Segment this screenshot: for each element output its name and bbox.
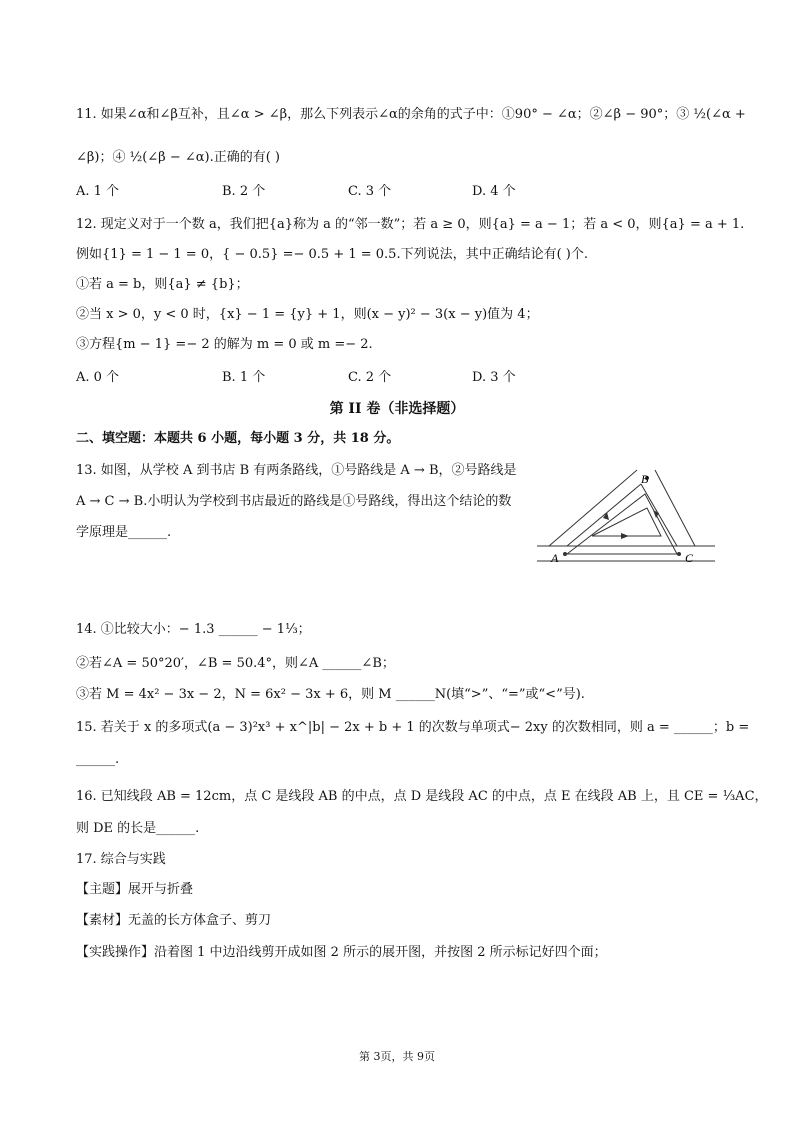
- q15-line-1: 15. 若关于 x 的多项式(a − 3)²x³ + x^|b| − 2x + b + 1 的次数与单项式− 2xy 的次数相同，则 a = ______；b =: [76, 720, 750, 735]
- q16-line-2: 则 DE 的长是______.: [76, 821, 200, 836]
- q14-line-3: ③若 M = 4x² − 3x − 2，N = 6x² − 3x + 6，则 M ______N(填“>”、“=”或“<”号).: [76, 687, 585, 702]
- q12-option-b: B. 1 个: [222, 370, 266, 385]
- q11-option-a: A. 1 个: [76, 184, 120, 199]
- q12-line-1: 12. 现定义对于一个数 a，我们把{a}称为 a 的“邻一数”；若 a ≥ 0，则{a} = a − 1；若 a < 0，则{a} = a + 1.: [76, 217, 745, 232]
- figure-label-b: B: [641, 472, 649, 486]
- q12-option-a: A. 0 个: [76, 370, 120, 385]
- q13-route-figure: [537, 466, 715, 574]
- section-title: 第 II 卷（非选择题）: [329, 401, 465, 417]
- q12-option-d: D. 3 个: [472, 370, 516, 385]
- q12-item-2: ②当 x > 0，y < 0 时，{x} − 1 = {y} + 1，则(x − y)² − 3(x − y)值为 4；: [76, 307, 539, 322]
- q17-topic: 【主题】展开与折叠: [76, 882, 194, 897]
- q11-option-c: C. 3 个: [348, 184, 392, 199]
- figure-label-a: A: [551, 551, 559, 565]
- q12-item-3: ③方程{m − 1} =− 2 的解为 m = 0 或 m =− 2.: [76, 337, 373, 352]
- q17-operation: 【实践操作】沿着图 1 中边沿线剪开成如图 2 所示的展开图，并按图 2 所示标记好四个面；: [76, 945, 607, 960]
- part2-heading: 二、填空题：本题共 6 小题，每小题 3 分，共 18 分。: [76, 431, 400, 446]
- q11-line-1: 11. 如果∠α和∠β互补，且∠α > ∠β，那么下列表示∠α的余角的式子中：①90° − ∠α；②∠β − 90°；③ ½(∠α +: [76, 107, 746, 122]
- q12-line-2: 例如{1} = 1 − 1 = 0，{ − 0.5} =− 0.5 + 1 = 0.5.下列说法，其中正确结论有( )个.: [76, 247, 588, 262]
- q14-line-1: 14. ①比较大小：− 1.3 ______ − 1⅓；: [76, 622, 311, 637]
- q17-title: 17. 综合与实践: [76, 852, 166, 867]
- q13-line-2: A → C → B.小明认为学校到书店最近的路线是①号路线，得出这个结论的数: [76, 494, 512, 509]
- q16-line-1: 16. 已知线段 AB = 12cm，点 C 是线段 AB 的中点，点 D 是线段 AC 的中点，点 E 在线段 AB 上，且 CE = ⅓AC，: [76, 789, 768, 804]
- q11-option-b: B. 2 个: [222, 184, 266, 199]
- q13-line-1: 13. 如图，从学校 A 到书店 B 有两条路线，①号路线是 A → B，②号路线是: [76, 463, 517, 478]
- q12-item-1: ①若 a = b，则{a} ≠ {b}；: [76, 277, 249, 292]
- q13-line-3: 学原理是______.: [76, 525, 172, 540]
- q15-line-2: ______.: [76, 752, 120, 767]
- q12-option-c: C. 2 个: [348, 370, 392, 385]
- figure-label-c: C: [685, 551, 694, 565]
- q17-material: 【素材】无盖的长方体盒子、剪刀: [76, 913, 272, 928]
- page-footer: 第 3页，共 9页: [359, 1050, 435, 1063]
- q14-line-2: ②若∠A = 50°20′，∠B = 50.4°，则∠A ______∠B；: [76, 656, 395, 671]
- q11-option-d: D. 4 个: [472, 184, 516, 199]
- q11-line-2: ∠β)；④ ½(∠β − ∠α).正确的有( ): [76, 150, 281, 165]
